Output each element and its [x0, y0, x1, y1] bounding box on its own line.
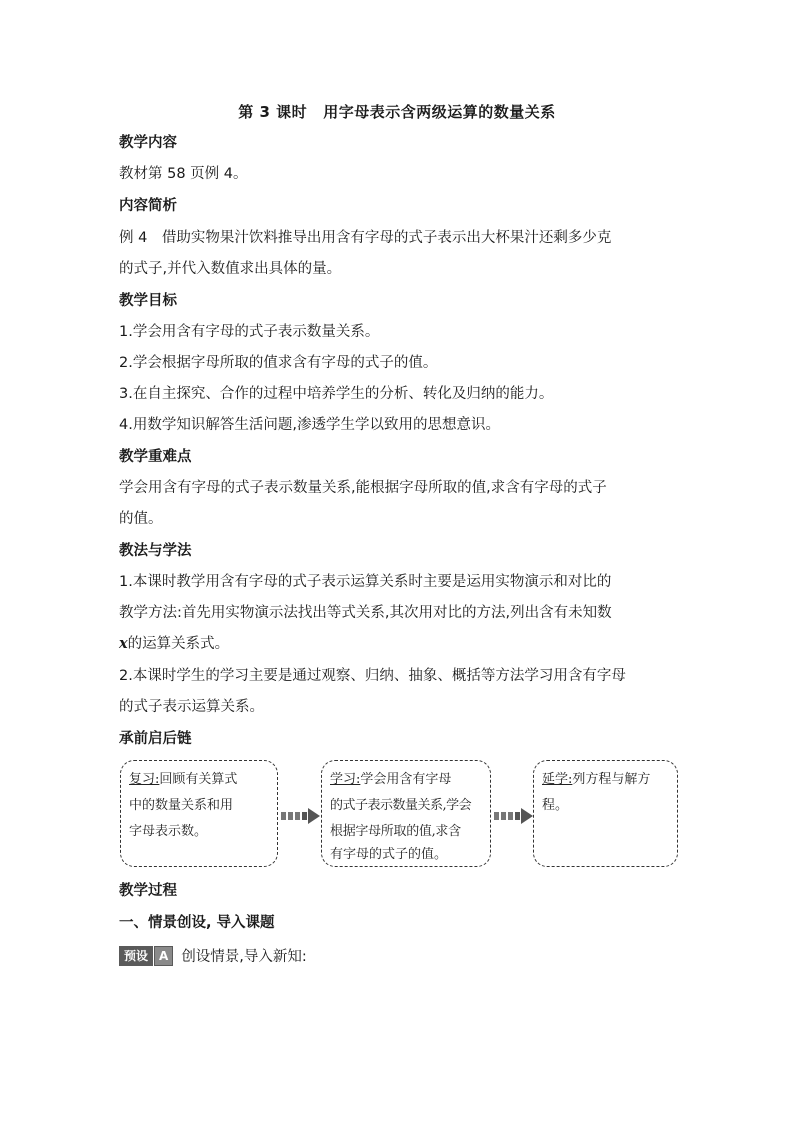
preset-row [119, 946, 307, 965]
key-points-line-1: 学会用含有字母的式子表示数量关系,能根据字母所取的值,求含有字母的式子 [119, 480, 607, 496]
heading-key-points: 教学重难点 [119, 449, 192, 465]
learn-line-4: 有字母的式子的值。 [330, 847, 448, 862]
heading-chain: 承前启后链 [119, 731, 192, 747]
learn-line-3: 根据字母所取的值,求含 [330, 824, 461, 839]
extend-tag: 延学: [542, 772, 573, 787]
review-line-3: 字母表示数。 [129, 824, 208, 839]
goal-item-4: 4.用数学知识解答生活问题,渗透学生学以致用的思想意识。 [119, 417, 500, 433]
learn-tag: 学习: [330, 772, 361, 787]
review-text-1: 回顾有关算式 [159, 772, 238, 787]
extend-box [533, 760, 678, 867]
methods-p1-line-1: 1.本课时教学用含有字母的式子表示运算关系时主要是运用实物演示和对比的 [119, 574, 612, 590]
lesson-number: 第 3 课时 [238, 103, 308, 121]
content-analysis-line-1: 例 4 借助实物果汁饮料推导出用含有字母的式子表示出大杯果汁还剩多少克 [119, 230, 612, 246]
variable-x: x [119, 635, 128, 652]
learn-line-2: 的式子表示数量关系,学会 [330, 798, 472, 813]
preset-text: 创设情景,导入新知: [181, 949, 307, 965]
methods-p1-line-3-text: 的运算关系式。 [127, 636, 230, 652]
key-points-line-2: 的值。 [119, 511, 163, 527]
methods-p2-line-2: 的式子表示运算关系。 [119, 699, 264, 715]
goal-item-1: 1.学会用含有字母的式子表示数量关系。 [119, 324, 380, 340]
preset-letter-badge: A [154, 946, 173, 966]
review-box [120, 760, 278, 867]
arrow-right-icon [281, 808, 321, 824]
goal-item-2: 2.学会根据字母所取的值求含有字母的式子的值。 [119, 355, 438, 371]
content-analysis-line-2: 的式子,并代入数值求出具体的量。 [119, 261, 342, 277]
methods-p2-line-1: 2.本课时学生的学习主要是通过观察、归纳、抽象、概括等方法学习用含有字母 [119, 668, 626, 684]
methods-p1-line-2: 教学方法:首先用实物演示法找出等式关系,其次用对比的方法,列出含有未知数 [119, 605, 612, 621]
learn-line-1 [330, 767, 482, 793]
goal-item-3: 3.在自主探究、合作的过程中培养学生的分析、转化及归纳的能力。 [119, 386, 554, 402]
methods-p1-line-3 [119, 634, 229, 654]
heading-goals: 教学目标 [119, 293, 177, 309]
heading-teaching-content: 教学内容 [119, 135, 177, 151]
extend-line-2: 程。 [542, 798, 569, 813]
heading-content-analysis: 内容简析 [119, 198, 177, 214]
teaching-content-text: 教材第 58 页例 4。 [119, 166, 248, 182]
arrow-right-icon [494, 808, 534, 824]
extend-text-1: 列方程与解方 [572, 772, 651, 787]
section-1-heading: 一、情景创设, 导入课题 [119, 915, 275, 931]
learn-text-1: 学会用含有字母 [360, 772, 452, 787]
page-title [0, 101, 794, 122]
review-tag: 复习: [129, 772, 160, 787]
heading-process: 教学过程 [119, 883, 177, 899]
extend-line-1 [542, 767, 669, 793]
heading-methods: 教法与学法 [119, 543, 192, 559]
lesson-topic: 用字母表示含两级运算的数量关系 [323, 103, 556, 121]
review-line-1 [129, 767, 269, 793]
learn-box [321, 760, 491, 867]
review-line-2: 中的数量关系和用 [129, 798, 234, 813]
preset-badge: 预设 [119, 946, 153, 966]
